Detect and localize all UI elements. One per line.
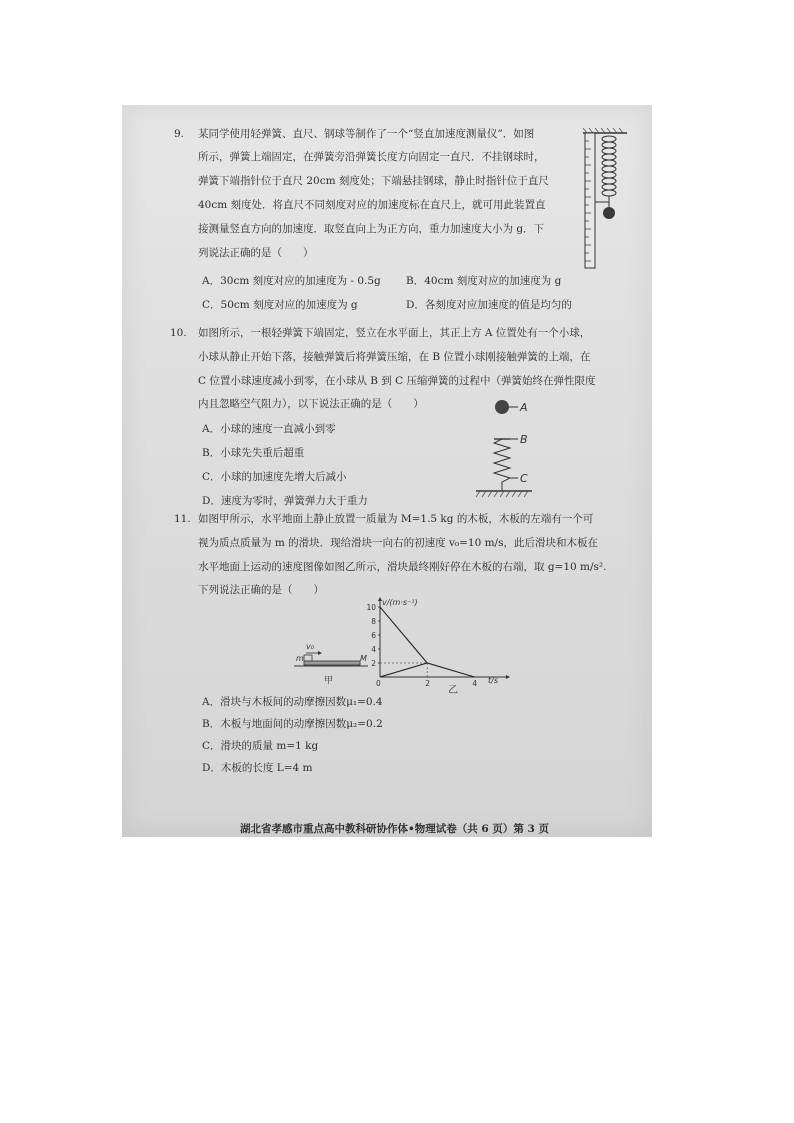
q10-ball-spring-figure — [472, 395, 542, 505]
q11-line-3: 水平地面上运动的速度图像如图乙所示，滑块最终刚好停在木板的右端，取 g=10 m/s². — [198, 561, 607, 573]
chart-axes — [378, 597, 510, 679]
chart-xlabel: t/s — [488, 676, 498, 685]
label-b: B — [520, 433, 528, 446]
series-line-1 — [380, 607, 427, 663]
y-tick-label: 6 — [371, 631, 376, 640]
q9-line-1: 某同学使用轻弹簧、直尺、钢球等制作了一个“竖直加速度测量仪”．如图 — [198, 128, 535, 140]
page-footer: 湖北省孝感市重点高中教科研协作体•物理试卷（共 6 页）第 3 页 — [240, 823, 549, 835]
q11-line-1: 如图甲所示，水平地面上静止放置一质量为 M=1.5 kg 的木板，木板的左端有一个可 — [198, 513, 594, 525]
q11-line-4: 下列说法正确的是（ ） — [198, 584, 324, 596]
q9-option-d: D．各刻度对应加速度的值是均匀的 — [406, 299, 572, 311]
y-tick-label: 2 — [371, 659, 376, 668]
q11-number: 11. — [174, 513, 191, 525]
q11-option-a: A．滑块与木板间的动摩擦因数μ₁=0.4 — [202, 696, 383, 708]
q9-line-3: 弹簧下端指针位于直尺 20cm 刻度处；下端悬挂钢球，静止时指针位于直尺 — [198, 175, 549, 187]
q11-vt-chart — [360, 593, 510, 701]
series-line-2 — [380, 663, 474, 677]
v0-label: v₀ — [306, 642, 314, 651]
q10-option-b: B．小球先失重后超重 — [202, 447, 305, 459]
q11-line-2: 视为质点质量为 m 的滑块．现给滑块一向右的初速度 v₀=10 m/s，此后滑块和木板在 — [198, 537, 598, 549]
y-tick-label: 4 — [371, 645, 376, 654]
q9-spring-ruler-figure — [577, 127, 629, 272]
q9-line-2: 所示，弹簧上端固定，在弹簧旁沿弹簧长度方向固定一直尺．不挂钢球时， — [198, 151, 545, 163]
q11-option-d: D．木板的长度 L=4 m — [202, 762, 313, 774]
big-m-label: M — [360, 654, 367, 663]
q10-number: 10. — [170, 327, 187, 339]
q9-line-5: 接测量竖直方向的加速度．取竖直向上为正方向，重力加速度大小为 g．下 — [198, 223, 545, 235]
x-tick-label: 4 — [472, 679, 478, 688]
label-a: A — [520, 401, 528, 414]
q9-option-a: A．30cm 刻度对应的加速度为 - 0.5g — [202, 275, 381, 287]
q10-line-1: 如图所示，一根轻弹簧下端固定，竖立在水平面上，其正上方 A 位置处有一个小球， — [198, 327, 591, 339]
label-c: C — [520, 472, 528, 485]
q10-option-a: A．小球的速度一直减小到零 — [202, 423, 336, 435]
fig-jia-caption: 甲 — [324, 676, 334, 686]
x-tick-label: 0 — [376, 679, 381, 688]
q10-option-d: D．速度为零时，弹簧弹力大于重力 — [202, 495, 368, 507]
q10-line-2: 小球从静止开始下落，接触弹簧后将弹簧压缩，在 B 位置小球刚接触弹簧的上端，在 — [198, 351, 591, 363]
x-tick-label: 2 — [425, 679, 430, 688]
q10-line-3: C 位置小球速度减小到零，在小球从 B 到 C 压缩弹簧的过程中（弹簧始终在弹性限度 — [198, 375, 596, 387]
exam-page — [122, 105, 652, 837]
fig-yi-caption: 乙 — [448, 685, 458, 696]
q9-option-b: B．40cm 刻度对应的加速度为 g — [406, 275, 562, 287]
q9-number: 9. — [174, 128, 185, 140]
q11-fig-jia — [294, 639, 370, 689]
y-tick-label: 8 — [371, 617, 376, 626]
q9-line-4: 40cm 刻度处．将直尺不同刻度对应的加速度标在直尺上，就可用此装置直 — [198, 199, 546, 211]
q9-option-c: C．50cm 刻度对应的加速度为 g — [202, 299, 358, 311]
y-tick-label: 10 — [366, 603, 376, 612]
q10-line-4: 内且忽略空气阻力），以下说法正确的是（ ） — [198, 398, 424, 410]
q9-line-6: 列说法正确的是（ ） — [198, 247, 314, 259]
chart-ylabel: v/(m·s⁻¹) — [382, 598, 418, 607]
chart-ticks — [366, 603, 477, 688]
x-axis-arrow — [506, 675, 510, 679]
q11-option-c: C．滑块的质量 m=1 kg — [202, 740, 319, 752]
q10-option-c: C．小球的加速度先增大后减小 — [202, 471, 347, 483]
chart-series — [380, 607, 474, 677]
q11-option-b: B．木板与地面间的动摩擦因数μ₂=0.2 — [202, 718, 383, 730]
m-label: m — [296, 654, 304, 663]
